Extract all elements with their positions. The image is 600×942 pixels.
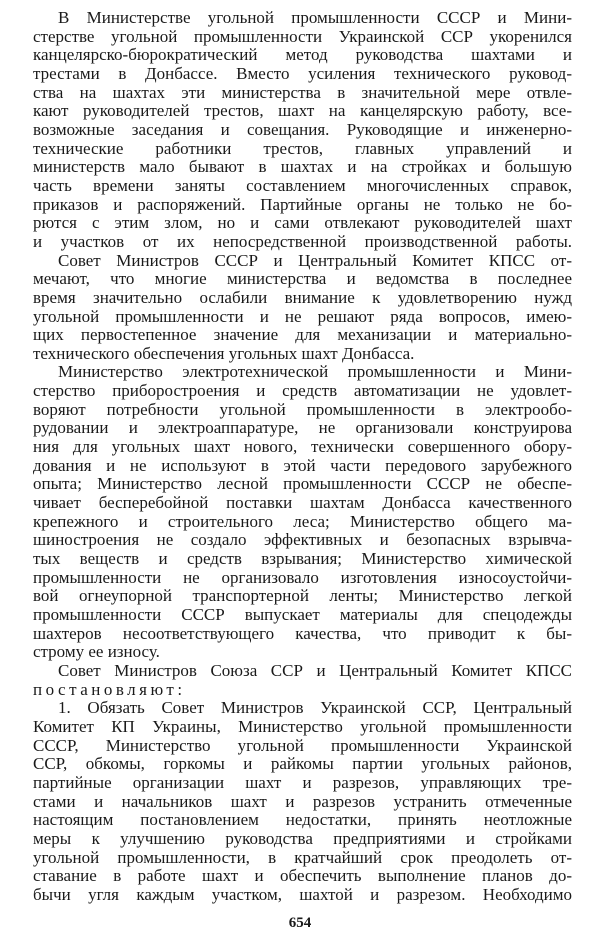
text-line: стерстве угольной промышленности Украинской ССР укоренился: [33, 26, 572, 46]
page-number: 654: [288, 915, 312, 931]
text-line: В Министерстве угольной промышленности СССР и Мини-: [58, 8, 572, 27]
text-line: рудовании и электроаппаратуре, не организовали конструирова: [33, 418, 572, 438]
paragraph: [33, 699, 572, 904]
text-line: Комитет КП Украины, Министерство угольной промышленности: [33, 716, 572, 736]
text-line: бычи угля каждым участком, шахтой и разрезом. Необходимо: [33, 884, 572, 904]
text-line: канцелярско-бюрократический метод руководства шахтами и: [33, 45, 572, 65]
document-body: [33, 9, 572, 905]
text-line: чивает бесперебойной поставки шахтам Донбасса качественного: [33, 493, 572, 513]
text-line: Совет Министров СССР и Центральный Комитет КПСС от-: [58, 250, 572, 270]
text-line: СССР, Министерство угольной промышленности Украинской: [33, 735, 572, 755]
text-line: кают руководителей трестов, шахт на канцелярскую работу, все-: [33, 101, 572, 121]
text-line: щих первостепенное значение для механизации и материально-: [33, 325, 572, 345]
text-line: меры к улучшению руководства предприятиями и стройками: [33, 828, 572, 848]
text-line: мечают, что многие министерства и ведомства в последнее: [33, 269, 572, 289]
paragraph: [33, 9, 572, 252]
text-line: рются с этим злом, но и сами отвлекают руководителей шахт: [33, 213, 572, 233]
text-line: часть времени заняты составлением многочисленных справок,: [33, 175, 572, 195]
text-line: шиностроения не создало эффективных и безопасных взрывча-: [33, 530, 572, 550]
text-line: время значительно ослабили внимание к удовлетворению нужд: [33, 287, 572, 307]
text-line: технического обеспечения угольных шахт Донбасса.: [33, 343, 415, 363]
text-line: трестами в Донбассе. Вместо усиления технического руковод-: [33, 63, 572, 83]
text-line: крепежного и строительного леса; Министерство общего ма-: [33, 511, 572, 531]
text-line: приказов и распоряжений. Партийные органы не только не бо-: [33, 194, 572, 214]
text-line: строму ее износу.: [33, 642, 160, 662]
text-line: постановляют:: [33, 679, 186, 699]
text-line: ставание в работе шахт и обеспечить выполнение планов до-: [33, 866, 572, 886]
text-line: промышленности не организовало изготовления износоустойчи-: [33, 567, 572, 587]
text-line: и участков от их непосредственной производственной работы.: [33, 231, 572, 251]
text-line: шахтеров несоответствующего качества, что приводит к бы-: [33, 623, 572, 643]
text-line: настоящим постановлением недостатки, принять неотложные: [33, 810, 572, 830]
text-line: возможные заседания и совещания. Руководящие и инженерно-: [33, 119, 572, 139]
text-line: угольной промышленности, в кратчайший срок преодолеть от-: [33, 847, 572, 867]
text-line: технические работники трестов, главных управлений и: [33, 138, 572, 158]
text-line: воряют потребности угольной промышленности в электрообо-: [33, 399, 572, 419]
text-line: стами и начальников шахт и разрезов устранить отмеченные: [33, 791, 572, 811]
text-line: ства на шахтах эти министерства в значительной мере отвле-: [33, 82, 572, 102]
text-line: вой огнеупорной транспортерной ленты; Министерство легкой: [33, 586, 572, 606]
text-line: стерство приборостроения и средств автоматизации не удовлет-: [33, 381, 572, 401]
text-line: промышленности СССР выпускает материалы для спецодежды: [33, 605, 572, 624]
text-line: опыта; Министерство лесной промышленности СССР не обеспе-: [33, 474, 572, 494]
paragraph: [33, 662, 572, 699]
text-line: 1. Обязать Совет Министров Украинской ССР, Центральный: [58, 698, 572, 718]
text-line: Министерство электротехнической промышленности и Мини-: [58, 362, 572, 382]
paragraph: [33, 252, 572, 364]
text-line: дования и не используют в этой части передового зарубежного: [33, 455, 572, 475]
text-line: угольной промышленности и не решают ряда вопросов, имею-: [33, 306, 572, 326]
text-line: тых веществ и средств взрывания; Министерство химической: [33, 549, 572, 569]
text-line: ССР, обкомы, горкомы и райкомы партии угольных районов,: [33, 754, 572, 774]
text-line: ния для угольных шахт нового, технически совершенного обору-: [33, 437, 572, 457]
text-line: министерств мало бывают в шахтах и на стройках и большую: [33, 157, 572, 177]
text-line: Совет Министров Союза ССР и Центральный Комитет КПСС: [58, 660, 572, 680]
text-line: партийные организации шахт и разрезов, управляющих тре-: [33, 772, 572, 792]
paragraph: [33, 363, 572, 662]
